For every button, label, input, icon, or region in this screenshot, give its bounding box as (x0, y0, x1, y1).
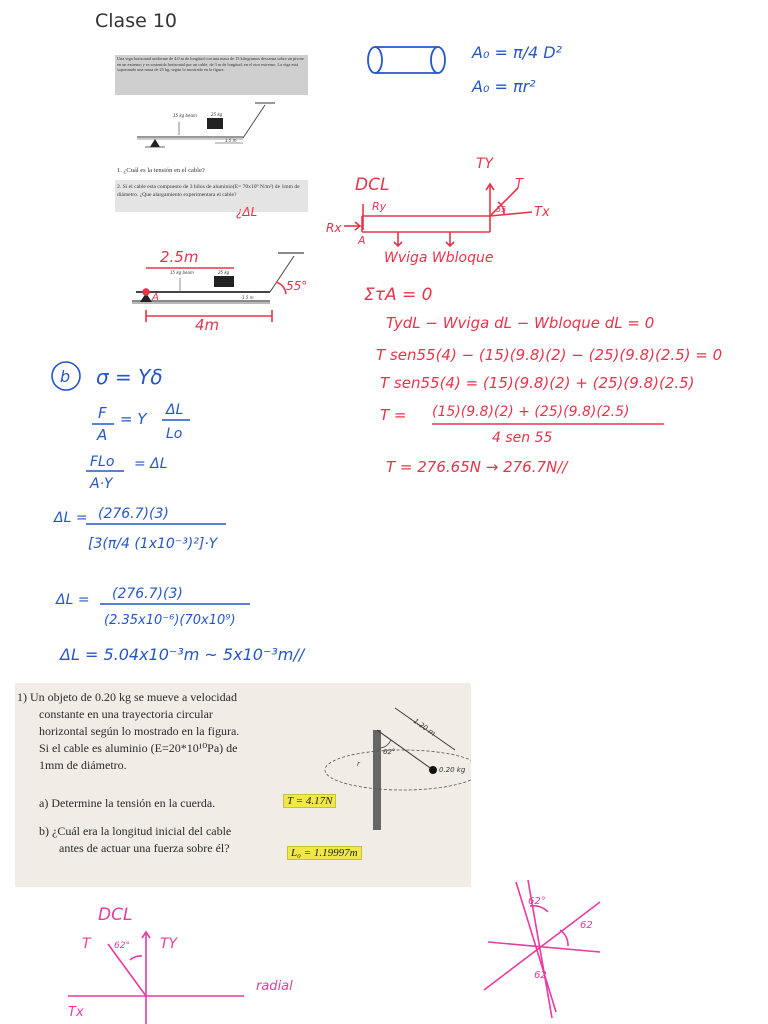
ty-label: TY (476, 156, 494, 172)
fig-angle-label: 62° (383, 748, 396, 756)
eq-4-denominator: 4 sen 55 (492, 430, 553, 446)
problem-line-5: 1mm de diámetro. (39, 758, 127, 772)
eq-line-2: T sen55(4) − (15)(9.8)(2) − (25)(9.8)(2.5) = 0 (376, 346, 723, 364)
eq-4-lhs: T = (380, 406, 407, 424)
fig-mass-label: 25 kg (211, 112, 223, 117)
bottom-dcl-sketch (68, 932, 244, 1024)
point-a-label: A (152, 292, 159, 303)
fig2-beam-label: 15 kg beam (170, 270, 194, 275)
radial-label: radial (256, 979, 293, 994)
fig-mass-label-3: 0.20 kg (439, 766, 466, 774)
problem-statement: Una viga horizontal uniforme de 4.0 m de longitud con una masa de 15 kilogramos descansa sobre un pivote en un extremo y es sostenida horizontal por un cable, de 3 m de longitud, en el otro extremo. La viga está soportando una masa de 25 kg, según lo mostrado en la figura. (117, 56, 304, 73)
rx-label: Rx (326, 221, 342, 235)
torque-header: ΣτA = 0 (364, 285, 433, 305)
figure-2-annotation-lines (143, 268, 286, 322)
weights-label: Wviga Wbloque (384, 250, 494, 266)
area-formula-2: A₀ = πr² (472, 77, 536, 96)
delta-l-1-lhs: ΔL = (54, 510, 88, 526)
delta-l-1-denominator: [3(π/4 (1x10⁻³)²]·Y (88, 536, 218, 552)
fig2-mass-label: 25 kg (218, 270, 230, 275)
angle-sketch-label-1: 62° (528, 896, 546, 907)
t-bottom-label: T (82, 936, 91, 952)
ay-label: A·Y (90, 476, 113, 492)
delta-l-2-numerator: (276.7)(3) (112, 586, 183, 602)
length-2-5-label: 2.5m (160, 248, 199, 266)
fig-r-label: r (357, 760, 360, 768)
eq-line-1: TydL − Wviga dL − Wbloque dL = 0 (386, 314, 655, 332)
fig-dim-label: 1.5 m (225, 138, 237, 143)
angle-label: 55 (496, 205, 507, 214)
stress-equation: σ = Yδ (96, 365, 163, 389)
ry-label: Ry (372, 200, 387, 213)
t-label: T (515, 177, 523, 192)
frac-lo: Lo (166, 426, 183, 442)
angle-sketch-label-3: 62 (534, 970, 547, 981)
answer-b: L₀ = 1.19997m (287, 846, 362, 860)
angle-sketch-label-2: 62 (580, 920, 593, 931)
frac-delta-l: ΔL (166, 402, 184, 418)
question-2: 2. Si el cable esta compuesto de 3 hilos de aluminio(E= 70x10⁹ N/m²) de 1mm de diámetro. ¿Que alargamiento experimentara el cable? (117, 184, 300, 198)
cylinder-sketch (368, 47, 445, 73)
fig-length-label: 1.20 m (411, 717, 437, 738)
delta-l-result: ΔL = 5.04x10⁻³m ~ 5x10⁻³m// (60, 645, 305, 664)
tx-label: Tx (534, 205, 550, 220)
angle-55-label: 55° (286, 279, 308, 293)
fig-beam-label: 15 kg beam (173, 113, 197, 118)
a-label: A (358, 234, 366, 247)
problem-line-3: horizontal según lo mostrado en la figura. (39, 724, 240, 738)
part-b-label: b (60, 367, 71, 386)
question-1: 1. ¿Cuál es la tensión en el cable? (117, 167, 205, 174)
frac-a: A (97, 426, 108, 444)
delta-l-2-lhs: ΔL = (56, 592, 90, 608)
angle-bottom-label: 62° (114, 941, 130, 951)
question-b-line-2: antes de actuar una fuerza sobre él? (59, 841, 230, 855)
problem-line-2: constante en una trayectoria circular (39, 707, 213, 721)
delta-l-1-numerator: (276.7)(3) (98, 506, 169, 522)
delta-l-2-denominator: (2.35x10⁻⁶)(70x10⁹) (104, 613, 236, 628)
question-a: a) Determine la tensión en la cuerda. (39, 796, 216, 810)
answer-a: T = 4.17N (283, 794, 336, 808)
dcl-bottom-label: DCL (98, 905, 133, 925)
eq-4-numerator: (15)(9.8)(2) + (25)(9.8)(2.5) (432, 404, 630, 420)
equals-delta-l: = ΔL (134, 456, 168, 472)
length-4-label: 4m (195, 316, 220, 334)
frac-y: = Y (120, 410, 147, 428)
area-formula-1: A₀ = π/4 D² (472, 43, 562, 62)
problem-line-4: Si el cable es aluminio (E=20*10¹⁰Pa) de (39, 741, 238, 755)
delta-l-note: ¿ΔL (236, 205, 258, 219)
dcl-label: DCL (355, 175, 390, 195)
fig2-dim-label: 1.5 m (242, 295, 254, 300)
eq-line-5: T = 276.65N → 276.7N// (386, 458, 568, 476)
ty-bottom-label: TY (160, 936, 178, 952)
problem-line-1: 1) Un objeto de 0.20 kg se mueve a velocidad (17, 690, 237, 704)
tx-bottom-label: Tx (68, 1005, 84, 1020)
question-b-line-1: b) ¿Cuál era la longitud inicial del cable (39, 824, 232, 838)
note-title: Clase 10 (95, 10, 177, 32)
eq-line-3: T sen55(4) = (15)(9.8)(2) + (25)(9.8)(2.5) (380, 374, 695, 392)
frac-f: F (98, 404, 107, 422)
flo-label: FLo (90, 454, 115, 470)
